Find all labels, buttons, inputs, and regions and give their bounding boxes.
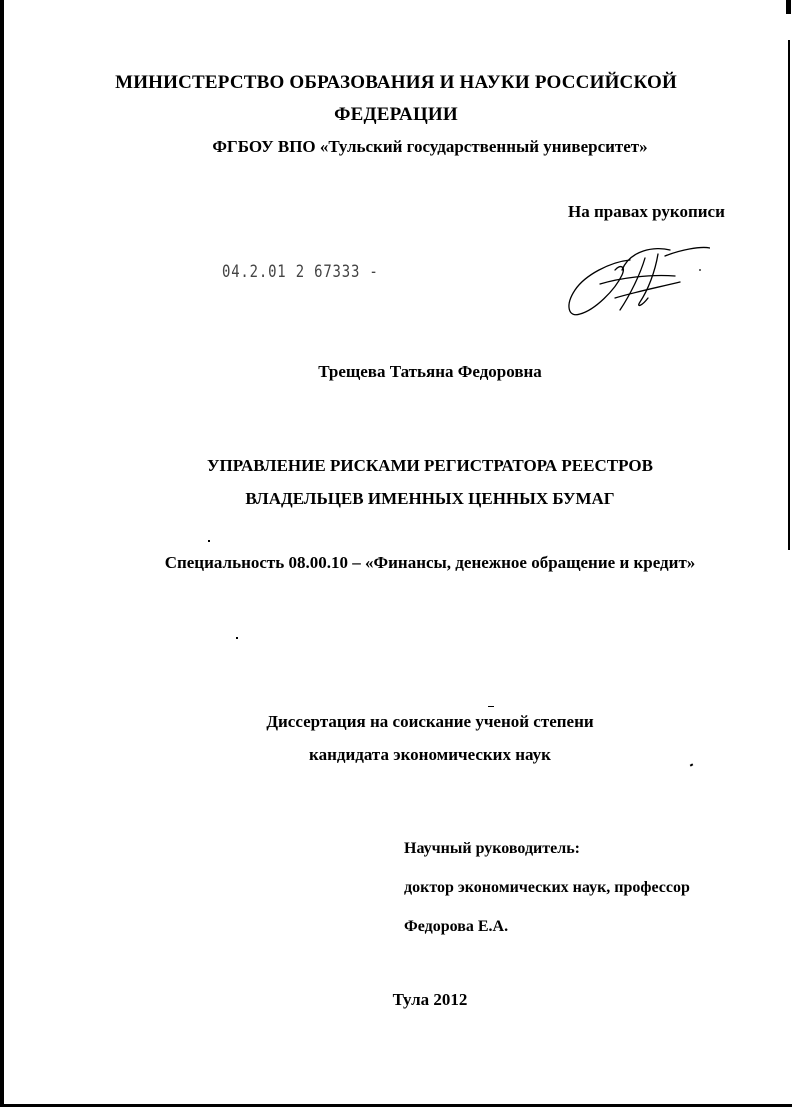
author-name: Трещева Татьяна Федоровна [318,362,542,381]
scan-speck [236,637,238,639]
supervisor-credentials: доктор экономических наук, профессор [404,879,690,896]
thesis-title-line-2: ВЛАДЕЛЬЦЕВ ИМЕННЫХ ЦЕННЫХ БУМАГ [245,489,615,508]
university-name: ФГБОУ ВПО «Тульский государственный университет» [212,137,648,156]
scan-speck [690,763,694,766]
supervisor-heading: Научный руководитель: [404,840,580,857]
handwritten-signature [560,240,710,320]
specialty-line: Специальность 08.00.10 – «Финансы, денежное обращение и кредит» [164,553,696,572]
scan-speck [488,706,494,707]
registration-stamp: 04.2.01 2 67333 - [222,262,379,282]
thesis-title-line-1: УПРАВЛЕНИЕ РИСКАМИ РЕГИСТРАТОРА РЕЕСТРОВ [207,456,653,475]
scan-right-edge-top [786,0,791,14]
supervisor-name: Федорова Е.А. [404,918,509,935]
manuscript-note: На правах рукописи [568,202,725,221]
degree-line-1: Диссертация на соискание ученой степени [266,712,594,731]
ministry-line-2: ФЕДЕРАЦИИ [334,104,458,125]
ministry-line-1: МИНИСТЕРСТВО ОБРАЗОВАНИЯ И НАУКИ РОССИЙСКОЙ [115,72,677,93]
degree-line-2: кандидата экономических наук [309,745,551,764]
scan-speck [208,540,210,542]
city-year: Тула 2012 [392,990,468,1009]
